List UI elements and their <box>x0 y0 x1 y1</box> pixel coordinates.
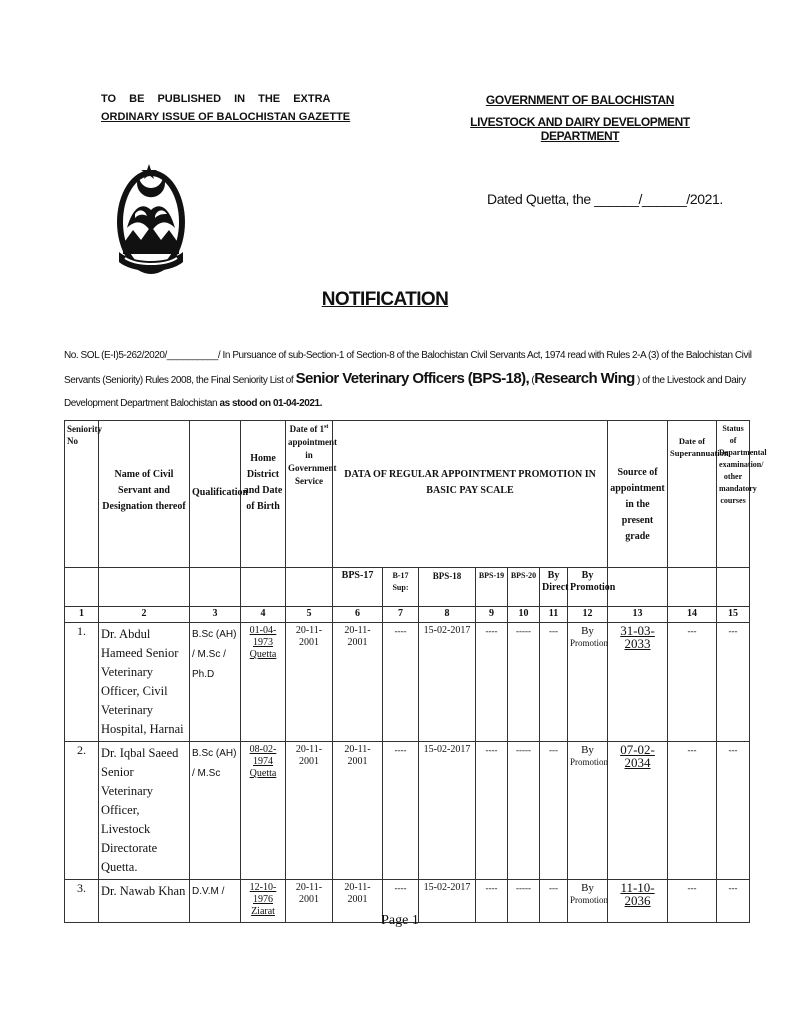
row-district: Ziarat <box>251 906 275 917</box>
sub-empty-13 <box>608 568 668 607</box>
row-promotion-label: Promotion <box>570 895 609 905</box>
sub-empty-14 <box>668 568 717 607</box>
header-first-appt-b: appointment in Government Service <box>288 437 338 486</box>
row-district: Quetta <box>249 649 277 660</box>
gazette-note <box>101 93 350 123</box>
row-by-direct: --- <box>540 742 568 880</box>
row-name-designation: Dr. Abdul Hameed Senior Veterinary Officer, Civil Veterinary Hospital, Harnai <box>99 623 190 742</box>
sub-bps20: BPS-20 <box>508 568 540 607</box>
row-home-district <box>241 623 286 742</box>
header-source: Source of appointment in the present grade <box>608 421 668 568</box>
para-text-1: No. SOL (E-I)5-262/2020/__________/ In Pursuance of sub-Section-1 of Section-8 of the Balochistan Civil Servants Act, 1974 read with Rules 2-A (3) of the Balochistan Civil Servants (Seniority) Rules 2008, the Final Seniority List of <box>64 350 752 386</box>
row-by-label: By <box>581 744 594 756</box>
sub-empty-4 <box>241 568 286 607</box>
col-number-7: 7 <box>383 607 419 623</box>
row-b17-sup: ---- <box>383 742 419 880</box>
header-first-appointment <box>286 421 338 568</box>
row-by-promotion <box>568 742 608 880</box>
row-bps20: ----- <box>508 880 540 923</box>
row-status: --- <box>668 742 717 880</box>
col-number-1: 1 <box>65 607 99 623</box>
sub-bps18: BPS-18 <box>419 568 476 607</box>
sub-by-direct: By Direct <box>540 568 568 607</box>
row-first-appointment: 20-11-2001 <box>286 880 333 923</box>
table-row <box>65 742 750 880</box>
col-number-13: 13 <box>608 607 668 623</box>
row-remarks: --- <box>717 742 750 880</box>
col-number-5: 5 <box>286 607 333 623</box>
row-superannuation-date: 31-03-2033 <box>620 623 655 651</box>
department-heading <box>452 93 708 143</box>
header-home-district: Home District and Date of Birth <box>241 421 286 568</box>
col-number-14: 14 <box>668 607 717 623</box>
row-by-direct: --- <box>540 880 568 923</box>
table-row <box>65 623 750 742</box>
notification-title: NOTIFICATION <box>321 289 449 310</box>
col-number-15: 15 <box>717 607 750 623</box>
header-status: Status of Departmental examination/ other mandatory courses <box>717 421 750 568</box>
row-bps20: ----- <box>508 623 540 742</box>
header-qualification: Qualification <box>190 421 241 568</box>
row-superannuation-date: 11-10-2036 <box>620 880 655 908</box>
row-qualification: B.Sc (AH) / M.Sc / Ph.D <box>190 623 241 742</box>
sub-bps19: BPS-19 <box>476 568 508 607</box>
para-bold-cadre: Senior Veterinary Officers (BPS-18), <box>295 370 530 387</box>
row-name-designation: Dr. Iqbal Saeed Senior Veterinary Officer, Livestock Directorate Quetta. <box>99 742 190 880</box>
government-name: GOVERNMENT OF BALOCHISTAN <box>485 93 675 107</box>
row-status: --- <box>668 623 717 742</box>
header-name: Name of Civil Servant and Designation thereof <box>99 421 190 568</box>
row-status: --- <box>668 880 717 923</box>
header-regular-appointment: DATA OF REGULAR APPOINTMENT PROMOTION IN BASIC PAY SCALE <box>333 421 608 568</box>
sub-by-promotion: By Promotion <box>568 568 608 607</box>
row-superannuation <box>608 623 668 742</box>
col-number-10: 10 <box>508 607 540 623</box>
row-qualification: D.V.M / <box>190 880 241 923</box>
para-text-2: ( <box>529 375 535 386</box>
row-remarks: --- <box>717 623 750 742</box>
header-superannuation: Date of Superannuation <box>668 421 717 568</box>
row-by-promotion <box>568 623 608 742</box>
row-promotion-label: Promotion <box>570 638 609 648</box>
row-superannuation-date: 07-02-2034 <box>620 742 655 770</box>
row-dob: 01-04-1973 <box>249 625 277 648</box>
col-number-11: 11 <box>540 607 568 623</box>
header-first-appt-sup: st <box>324 424 329 430</box>
col-number-2: 2 <box>99 607 190 623</box>
header-first-appt-a: Date of 1 <box>289 424 325 434</box>
col-number-8: 8 <box>419 607 476 623</box>
seniority-table <box>64 420 767 923</box>
row-bps20: ----- <box>508 742 540 880</box>
sub-header-row <box>65 568 750 607</box>
row-bps19: ---- <box>476 880 508 923</box>
row-district: Quetta <box>249 768 277 779</box>
sub-empty-3 <box>190 568 241 607</box>
row-qualification: B.Sc (AH) / M.Sc <box>190 742 241 880</box>
row-first-appointment: 20-11-2001 <box>286 742 333 880</box>
row-bps18: 15-02-2017 <box>419 623 476 742</box>
col-number-6: 6 <box>333 607 383 623</box>
sub-bps17: BPS-17 <box>333 568 383 607</box>
para-bold-wing: Research Wing <box>534 370 635 387</box>
sub-empty-1 <box>65 568 99 607</box>
sub-b17-sup: B-17 Sup: <box>383 568 419 607</box>
row-bps17: 20-11-2001 <box>333 742 383 880</box>
row-bps18: 15-02-2017 <box>419 880 476 923</box>
sub-empty-15 <box>717 568 750 607</box>
row-dob: 12-10-1976 <box>249 882 277 905</box>
row-seniority-no: 3. <box>65 880 99 923</box>
sub-empty-5 <box>286 568 333 607</box>
row-bps17: 20-11-2001 <box>333 880 383 923</box>
dated-line: Dated Quetta, the ______/______/2021. <box>487 191 723 207</box>
row-seniority-no: 1. <box>65 623 99 742</box>
col-number-4: 4 <box>241 607 286 623</box>
gazette-line-2: ORDINARY ISSUE OF BALOCHISTAN GAZETTE <box>101 111 351 123</box>
row-b17-sup: ---- <box>383 623 419 742</box>
row-bps18: 15-02-2017 <box>419 742 476 880</box>
para-bold-date: as stood on 01-04-2021. <box>219 398 322 409</box>
row-bps19: ---- <box>476 623 508 742</box>
row-name-designation: Dr. Nawab Khan <box>99 880 190 923</box>
row-bps17: 20-11-2001 <box>333 623 383 742</box>
header-seniority: Seniority No <box>65 421 99 568</box>
row-by-direct: --- <box>540 623 568 742</box>
department-name: LIVESTOCK AND DAIRY DEVELOPMENT DEPARTMENT <box>470 115 690 143</box>
col-number-12: 12 <box>568 607 608 623</box>
row-by-label: By <box>581 625 594 637</box>
gazette-line-1: TO BE PUBLISHED IN THE EXTRA <box>101 93 331 105</box>
row-superannuation <box>608 742 668 880</box>
header-row <box>65 421 750 568</box>
government-seal-logo <box>113 158 189 280</box>
row-bps19: ---- <box>476 742 508 880</box>
para-text-3: ) of the Livestock and Dairy Development Department Balochistan <box>64 375 746 409</box>
row-b17-sup: ---- <box>383 880 419 923</box>
row-remarks: --- <box>717 880 750 923</box>
page-number: Page 1 <box>381 913 419 928</box>
notification-paragraph <box>64 344 756 415</box>
row-by-label: By <box>581 882 594 894</box>
row-first-appointment: 20-11-2001 <box>286 623 333 742</box>
row-promotion-label: Promotion <box>570 757 609 767</box>
row-seniority-no: 2. <box>65 742 99 880</box>
column-number-row <box>65 607 750 623</box>
col-number-9: 9 <box>476 607 508 623</box>
row-dob: 08-02-1974 <box>249 744 277 767</box>
col-number-3: 3 <box>190 607 241 623</box>
row-home-district <box>241 742 286 880</box>
sub-empty-2 <box>99 568 190 607</box>
